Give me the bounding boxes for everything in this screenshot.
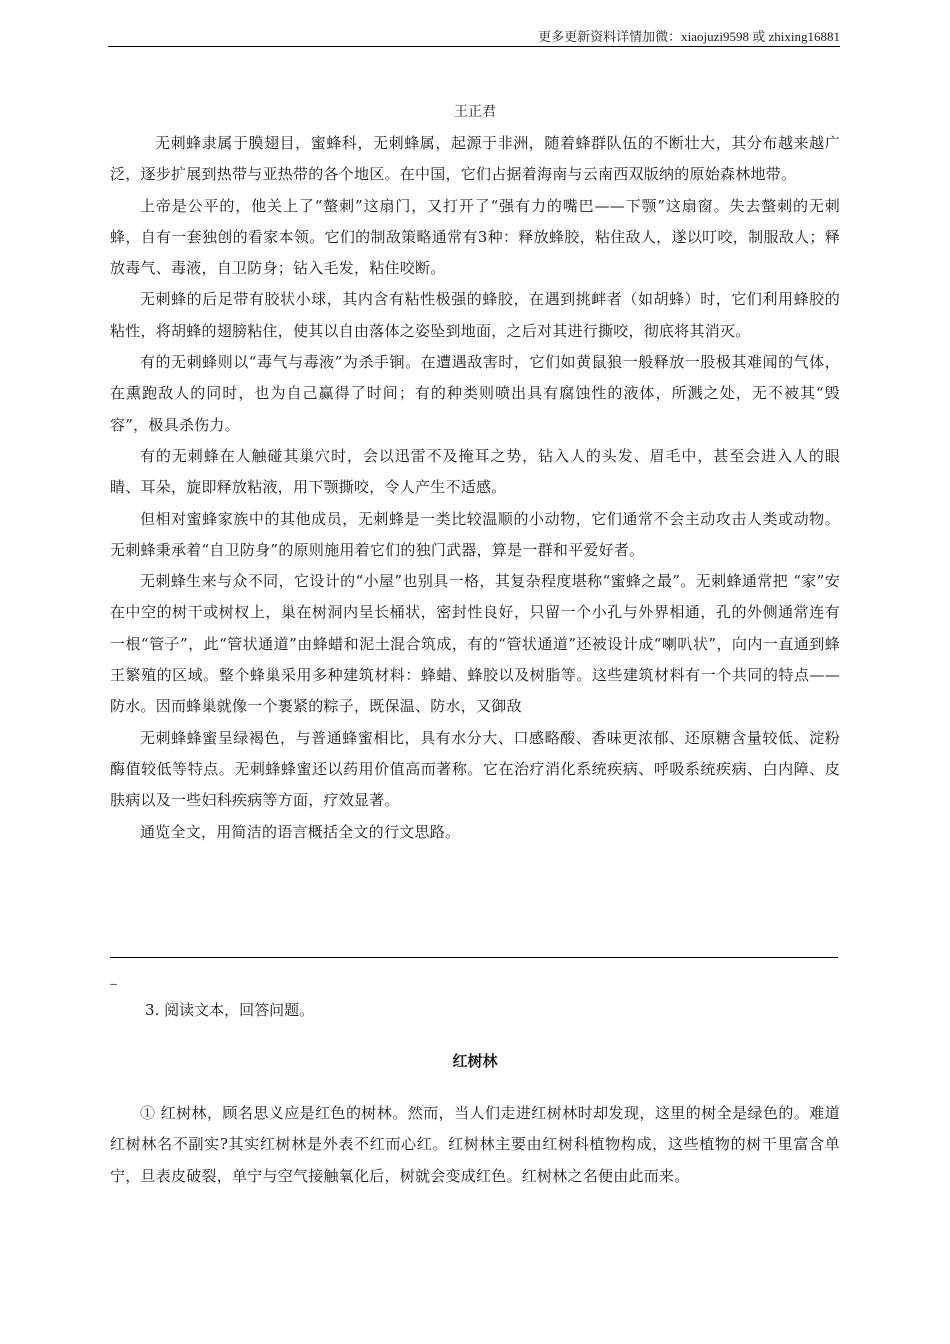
article-paragraph: ① 红树林，顾名思义应是红色的树林。然而，当人们走进红树林时却发现，这里的树全是绿色的。难道红树林名不副实?其实红树林是外表不红而心红。红树林主要由红树科植物构成，这些植物的树干里富含单宁，旦表皮破裂，单宁与空气接触氧化后，树就会变成红色。红树林之名便由此而来。 — [110, 1104, 840, 1185]
article-2-title: 红树林 — [452, 1052, 498, 1070]
article-paragraph: 有的无刺蜂在人触碰其巢穴时，会以迅雷不及掩耳之势，钻入人的头发、眉毛中，甚至会进入人的眼睛、耳朵，旋即释放粘液，用下颚撕咬，令人产生不适感。 — [110, 446, 840, 497]
article-2 — [110, 1098, 840, 1192]
article-paragraph: 无刺蜂蜂蜜呈绿褐色，与普通蜂蜜相比，具有水分大、口感略酸、香味更浓郁、还原糖含量较低、淀粉酶值较低等特点。无刺蜂蜂蜜还以药用价值高而著称。它在治疗消化系统疾病、呼吸系统疾病、白内障、皮肤病以及一些妇科疾病等方面，疗效显著。 — [110, 728, 840, 810]
header-note: 更多更新资料详情加微：xiaojuzi9598 或 zhixing16881 — [538, 29, 840, 44]
article-paragraph: 无刺蜂生来与众不同，它设计的“小屋”也别具一格，其复杂程度堪称“蜜蜂之最”。无刺蜂通常把 “家”安在中空的树干或树杈上，巢在树洞内呈长桶状，密封性良好，只留一个小孔与外界相通，孔的外侧通常连有一根“管子”，此“管状通道”由蜂蜡和泥土混合筑成，有的“管状通道”还被设计成“喇叭状”，向内一直通到蜂王繁殖的区域。整个蜂巢采用多种建筑材料：蜂蜡、蜂胶以及树脂等。这些建筑材料有一个共同的特点——防水。因而蜂巢就像一个裹紧的粽子，既保温、防水，又御敌 — [110, 572, 840, 716]
article-paragraph: 但相对蜜蜂家族中的其他成员，无刺蜂是一类比较温顺的小动物，它们通常不会主动攻击人类或动物。无刺蜂秉承着“自卫防身”的原则施用着它们的独门武器，算是一群和平爱好者。 — [110, 509, 840, 559]
header-divider — [108, 46, 840, 47]
article-paragraph: 无刺蜂隶属于膜翅目，蜜蜂科，无刺蜂属，起源于非洲，随着蜂群队伍的不断壮大，其分布越来越广泛，逐步扩展到热带与亚热带的各个地区。在中国，它们占据着海南与云南西双版纳的原始森林地带。 — [110, 134, 840, 184]
article-paragraph: 上帝是公平的，他关上了“螫刺”这扇门，又打开了“强有力的嘴巴——下颚”这扇窗。失去螫刺的无刺蜂，自有一套独创的看家本领。它们的制敌策略通常有3种：释放蜂胶，粘住敌人，遂以叮咬，制服敌人；释放毒气、毒液，自卫防身；钻入毛发，粘住咬断。 — [110, 196, 840, 278]
answer-dash: _ — [110, 972, 117, 987]
article-paragraph: 无刺蜂的后足带有胶状小球，其内含有粘性极强的蜂胶，在遇到挑衅者（如胡蜂）时，它们利用蜂胶的粘性，将胡蜂的翅膀粘住，使其以自由落体之姿坠到地面，之后对其进行撕咬，彻底将其消灭。 — [110, 290, 840, 340]
answer-line — [110, 957, 838, 958]
article-1 — [110, 97, 840, 848]
article-paragraph: 有的无刺蜂则以“毒气与毒液”为杀手锏。在遭遇敌害时，它们如黄鼠狼一般释放一股极其难闻的气体，在熏跑敌人的同时，也为自己赢得了时间；有的种类则喷出具有腐蚀性的液体，所溅之处，无不被其“毁容”，极具杀伤力。 — [110, 353, 840, 434]
question-3-label: 3. 阅读文本，回答问题。 — [145, 1001, 315, 1019]
answer-area — [110, 957, 840, 958]
question-prompt: 通览全文，用简洁的语言概括全文的行文思路。 — [140, 822, 461, 841]
article-author: 王正君 — [454, 104, 496, 120]
